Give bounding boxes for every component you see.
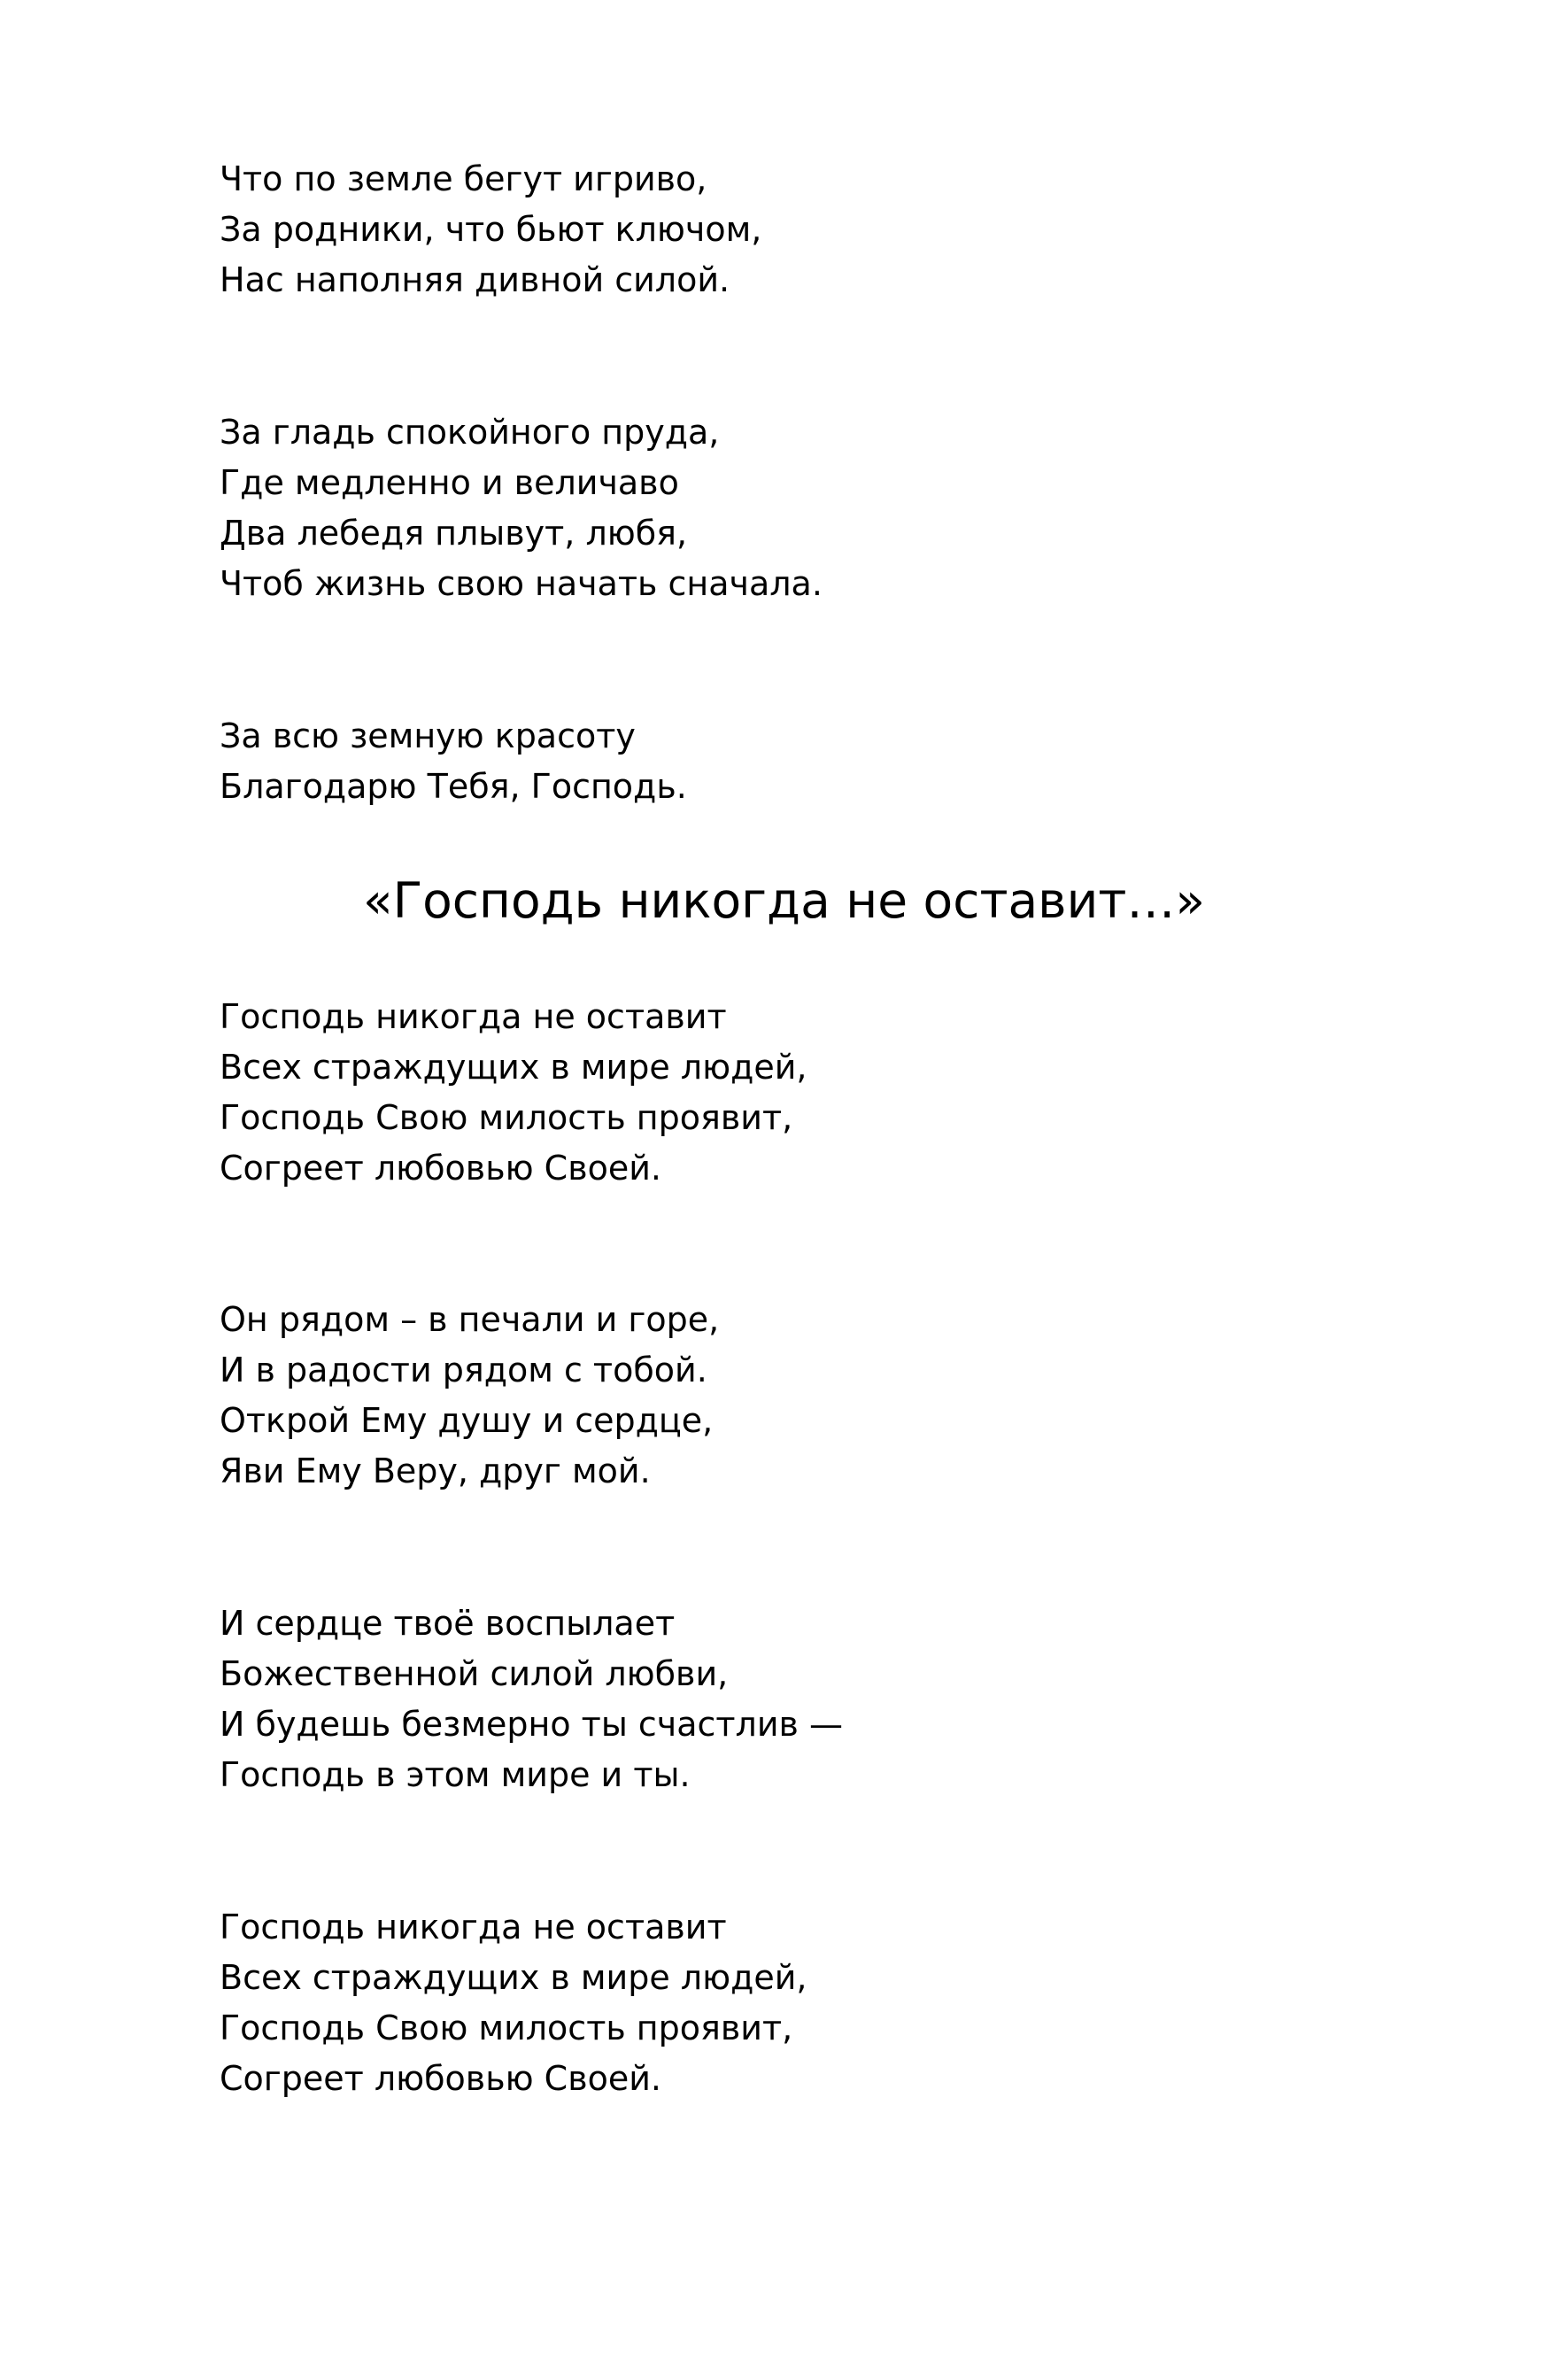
verse-line: Всех страждущих в мире людей, bbox=[220, 1958, 807, 1997]
verse-line: И в радости рядом с тобой. bbox=[220, 1351, 707, 1389]
verse-line: За всю земную красоту bbox=[220, 716, 636, 755]
verse-line: Он рядом – в печали и горе, bbox=[220, 1300, 720, 1339]
verse-line: Господь Свою милость проявит, bbox=[220, 1098, 793, 1137]
verse-line: Где медленно и величаво bbox=[220, 463, 679, 502]
verse-line: Яви Ему Веру, друг мой. bbox=[220, 1451, 651, 1490]
verse-line: Господь никогда не оставит bbox=[220, 1908, 727, 1947]
verse-line: Господь Свою милость проявит, bbox=[220, 2009, 793, 2047]
verse-line: За родники, что бьют ключом, bbox=[220, 210, 762, 249]
verse-line: Два лебедя плывут, любя, bbox=[220, 514, 688, 553]
verse-line: Что по земле бегут игриво, bbox=[220, 159, 707, 198]
poem-title: «Господь никогда не оставит…» bbox=[362, 872, 1206, 929]
verse-line: Чтоб жизнь свою начать сначала. bbox=[220, 564, 823, 603]
verse-line: Благодарю Тебя, Господь. bbox=[220, 767, 687, 806]
verse-line: Господь в этом мире и ты. bbox=[220, 1755, 691, 1794]
verse-line: Божественной силой любви, bbox=[220, 1654, 729, 1693]
verse-line: За гладь спокойного пруда, bbox=[220, 413, 720, 452]
verse-line: Открой Ему душу и сердце, bbox=[220, 1401, 714, 1440]
verse-line: Согреет любовью Своей. bbox=[220, 1149, 661, 1188]
verse-line: И будешь безмерно ты счастлив — bbox=[220, 1705, 844, 1744]
verse-line: Всех страждущих в мире людей, bbox=[220, 1048, 807, 1087]
verse-line: Господь никогда не оставит bbox=[220, 997, 727, 1036]
verse-line: И сердце твоё воспылает bbox=[220, 1604, 676, 1643]
verse-line: Нас наполняя дивной силой. bbox=[220, 260, 730, 299]
verse-line: Согреет любовью Своей. bbox=[220, 2059, 661, 2098]
